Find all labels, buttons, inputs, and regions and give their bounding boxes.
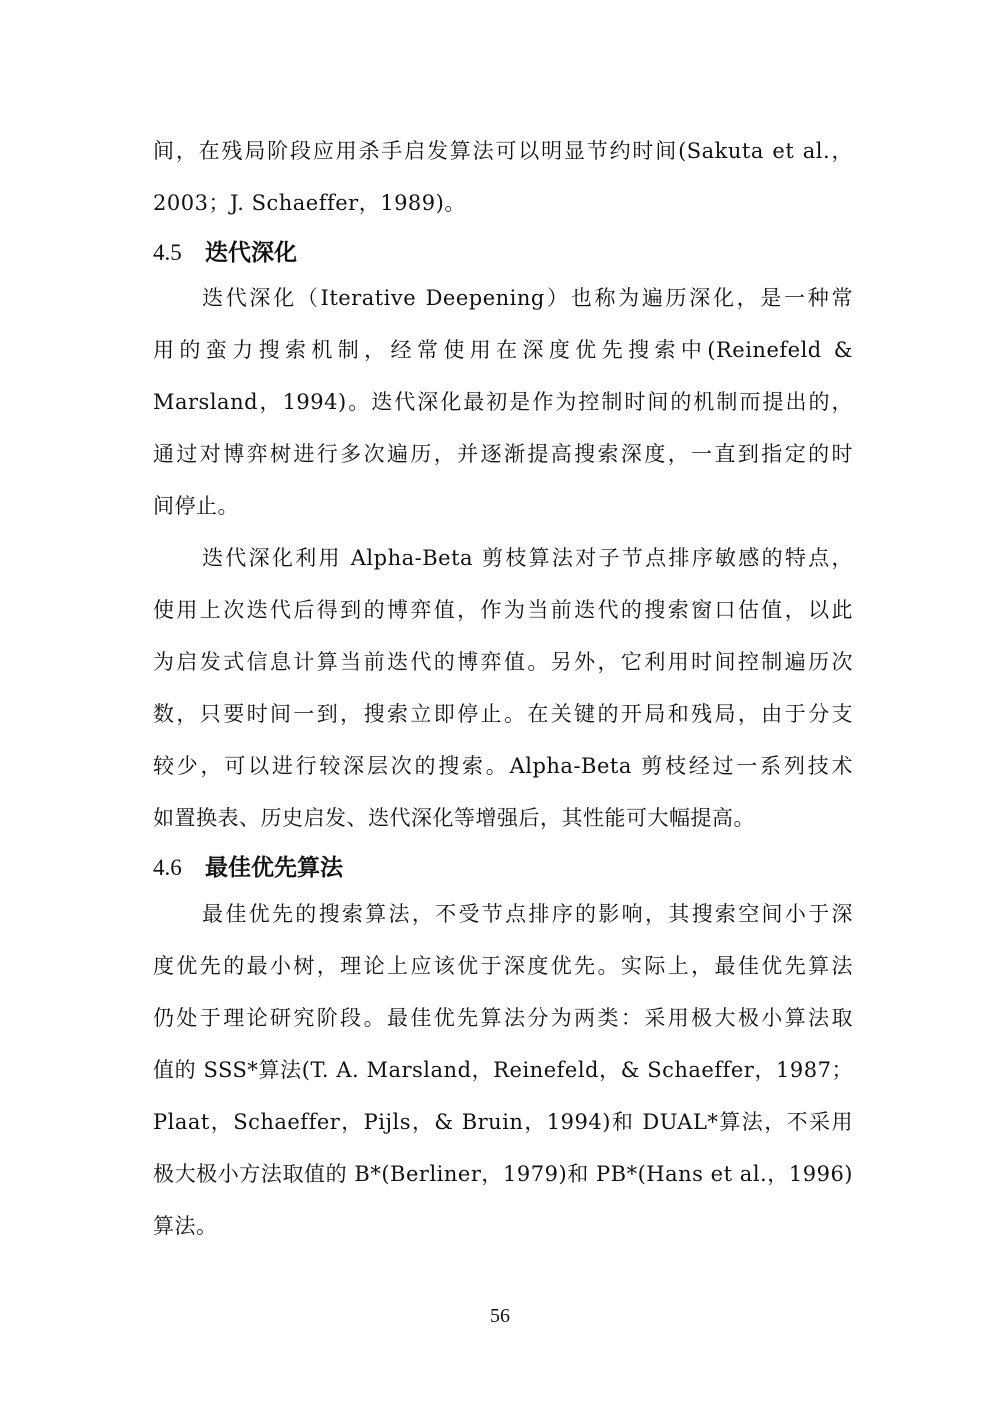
text-line: 通过对博弈树进行多次遍历，并逐渐提高搜索深度，一直到指定的时 bbox=[153, 442, 853, 466]
text-line: 数，只要时间一到，搜索立即停止。在关键的开局和残局，由于分支 bbox=[153, 702, 853, 726]
text-line: 如置换表、历史启发、迭代深化等增强后，其性能可大幅提高。 bbox=[153, 806, 755, 830]
text-line: 较少，可以进行较深层次的搜索。Alpha-Beta 剪枝经过一系列技术 bbox=[153, 754, 853, 778]
text-line: 极大极小方法取值的 B*(Berliner，1979)和 PB*(Hans et al.，1996) bbox=[153, 1162, 853, 1186]
section-heading-4-6 bbox=[153, 853, 343, 883]
text-line: 算法。 bbox=[153, 1214, 218, 1238]
text-line: 迭代深化利用 Alpha-Beta 剪枝算法对子节点排序敏感的特点， bbox=[202, 546, 853, 570]
text-line: 度优先的最小树，理论上应该优于深度优先。实际上，最佳优先算法 bbox=[153, 954, 853, 978]
page-number: 56 bbox=[490, 1305, 510, 1327]
text-line: 仍处于理论研究阶段。最佳优先算法分为两类：采用极大极小算法取 bbox=[153, 1006, 853, 1030]
text-line: 使用上次迭代后得到的博弈值，作为当前迭代的搜索窗口估值，以此 bbox=[153, 598, 853, 622]
text-line: Marsland，1994)。迭代深化最初是作为控制时间的机制而提出的， bbox=[153, 390, 853, 414]
text-line: 2003；J. Schaeffer，1989)。 bbox=[153, 191, 466, 215]
section-number: 4.5 bbox=[153, 240, 182, 265]
text-line: Plaat，Schaeffer，Pijls，& Bruin，1994)和 DUAL*算法，不采用 bbox=[153, 1110, 853, 1134]
text-line: 值的 SSS*算法(T. A. Marsland，Reinefeld，& Schaeffer，1987； bbox=[153, 1058, 853, 1082]
section-heading-4-5 bbox=[153, 238, 297, 268]
section-title: 迭代深化 bbox=[205, 240, 297, 266]
text-line: 间，在残局阶段应用杀手启发算法可以明显节约时间(Sakuta et al.， bbox=[153, 139, 853, 163]
section-title: 最佳优先算法 bbox=[205, 855, 343, 881]
text-line: 为启发式信息计算当前迭代的博弈值。另外，它利用时间控制遍历次 bbox=[153, 650, 853, 674]
section-number: 4.6 bbox=[153, 855, 182, 880]
text-line: 最佳优先的搜索算法，不受节点排序的影响，其搜索空间小于深 bbox=[202, 902, 853, 926]
text-line: 迭代深化（Iterative Deepening）也称为遍历深化，是一种常 bbox=[202, 286, 853, 310]
text-line: 间停止。 bbox=[153, 494, 239, 518]
text-line: 用的蛮力搜索机制，经常使用在深度优先搜索中(Reinefeld & bbox=[153, 338, 853, 362]
